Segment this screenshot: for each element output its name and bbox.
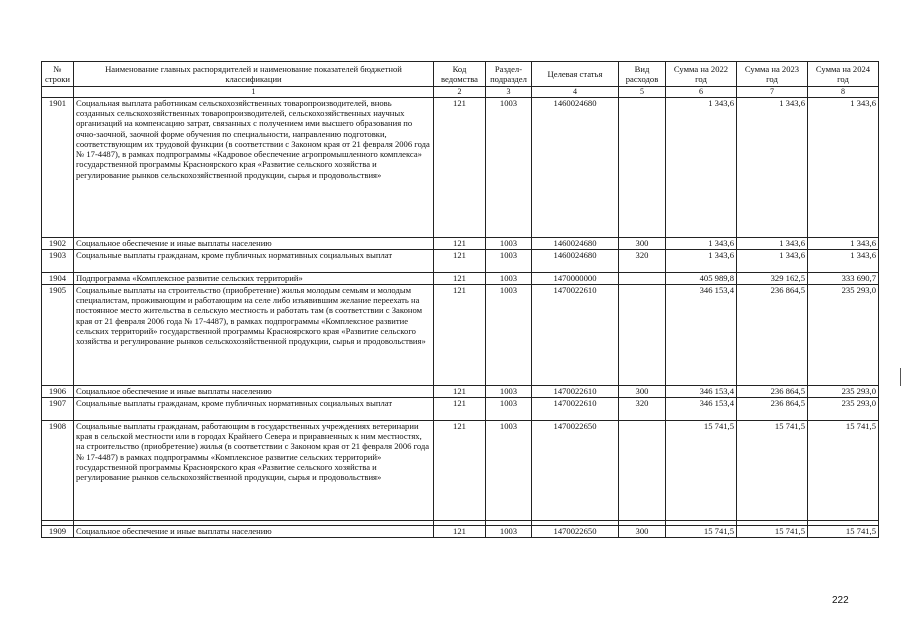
column-index: 8 (808, 87, 879, 98)
dept-code: 121 (434, 420, 486, 520)
column-index: 4 (532, 87, 619, 98)
sum-2022: 1 343,6 (666, 249, 737, 272)
target-article: 1460024680 (532, 249, 619, 272)
table-row (42, 525, 879, 537)
row-number: 1903 (42, 249, 74, 272)
expense-kind (619, 284, 666, 385)
section-code: 1003 (486, 420, 532, 520)
sum-2024: 235 293,0 (808, 284, 879, 385)
column-index: 7 (737, 87, 808, 98)
sum-2023: 236 864,5 (737, 284, 808, 385)
sum-2022: 1 343,6 (666, 237, 737, 249)
table-row (42, 249, 879, 272)
sum-2024: 333 690,7 (808, 272, 879, 284)
table-row (42, 385, 879, 397)
sum-2024: 15 741,5 (808, 420, 879, 520)
sum-2024: 1 343,6 (808, 97, 879, 237)
sum-2022: 346 153,4 (666, 385, 737, 397)
dept-code: 121 (434, 385, 486, 397)
row-name: Подпрограмма «Комплексное развитие сельских территорий» (74, 272, 434, 284)
section-code: 1003 (486, 272, 532, 284)
column-index: 1 (74, 87, 434, 98)
sum-2022: 405 989,8 (666, 272, 737, 284)
row-number: 1901 (42, 97, 74, 237)
sum-2022: 346 153,4 (666, 397, 737, 420)
sum-2024: 1 343,6 (808, 249, 879, 272)
header-expense-kind: Вид расходов (619, 62, 666, 87)
row-number: 1902 (42, 237, 74, 249)
sum-2023: 236 864,5 (737, 397, 808, 420)
scan-edge-mark (900, 368, 901, 386)
expense-kind: 300 (619, 237, 666, 249)
sum-2024: 235 293,0 (808, 397, 879, 420)
sum-2022: 15 741,5 (666, 420, 737, 520)
row-name: Социальная выплата работникам сельскохозяйственных товаропроизводителей, вновь созданных сельскохозяйственных товаропроизводителей, сельскохозяйственных научных организаций на компенсацию затрат, связанных с получением ими высшего образования по очно-заочной, заочной форме обучения по специальности, направлению подготовки, соответствующим их трудовой функции (в соответствии с Законом края от 21 февраля 2006 года № 17-4487), в рамках подпрограммы «Кадровое обеспечение агропромышленного комплекса» государственной программы Красноярского края «Развитие сельского хозяйства и регулирование рынков сельскохозяйственной продукции, сырья и продовольствия» (74, 97, 434, 237)
dept-code: 121 (434, 272, 486, 284)
header-section: Раздел-подраздел (486, 62, 532, 87)
row-name: Социальное обеспечение и иные выплаты населению (74, 525, 434, 537)
target-article: 1460024680 (532, 97, 619, 237)
expense-kind (619, 97, 666, 237)
target-article: 1470022610 (532, 284, 619, 385)
sum-2023: 329 162,5 (737, 272, 808, 284)
row-number: 1904 (42, 272, 74, 284)
table-row (42, 397, 879, 420)
budget-sheet (41, 61, 878, 538)
expense-kind: 300 (619, 385, 666, 397)
row-name: Социальные выплаты гражданам, кроме публичных нормативных социальных выплат (74, 249, 434, 272)
sum-2023: 1 343,6 (737, 97, 808, 237)
header-name: Наименование главных распорядителей и наименование показателей бюджетной классификации (74, 62, 434, 87)
page-number: 222 (832, 595, 849, 606)
expense-kind: 300 (619, 525, 666, 537)
sum-2024: 1 343,6 (808, 237, 879, 249)
table-row (42, 272, 879, 284)
header-sum-2022: Сумма на 2022 год (666, 62, 737, 87)
dept-code: 121 (434, 237, 486, 249)
row-number: 1908 (42, 420, 74, 520)
target-article: 1470022650 (532, 525, 619, 537)
sum-2022: 346 153,4 (666, 284, 737, 385)
expense-kind (619, 272, 666, 284)
dept-code: 121 (434, 284, 486, 385)
sum-2023: 15 741,5 (737, 420, 808, 520)
section-code: 1003 (486, 385, 532, 397)
header-row (42, 62, 879, 87)
column-index: 2 (434, 87, 486, 98)
row-name: Социальные выплаты гражданам, кроме публичных нормативных социальных выплат (74, 397, 434, 420)
column-index: 6 (666, 87, 737, 98)
sum-2024: 235 293,0 (808, 385, 879, 397)
section-code: 1003 (486, 237, 532, 249)
row-number: 1909 (42, 525, 74, 537)
row-name: Социальное обеспечение и иные выплаты населению (74, 237, 434, 249)
column-index: 5 (619, 87, 666, 98)
row-number: 1907 (42, 397, 74, 420)
column-index-blank (42, 87, 74, 98)
row-number: 1905 (42, 284, 74, 385)
budget-table (41, 61, 879, 538)
target-article: 1470022650 (532, 420, 619, 520)
section-code: 1003 (486, 284, 532, 385)
sum-2022: 15 741,5 (666, 525, 737, 537)
row-name: Социальное обеспечение и иные выплаты населению (74, 385, 434, 397)
header-sum-2023: Сумма на 2023 год (737, 62, 808, 87)
row-name: Социальные выплаты гражданам, работающим в государственных учреждениях ветеринарии края в сельской местности или в городах Крайнего Севера и приравненных к ним местностях, на строительство (приобретение) жилья (в соответствии с Законом края от 21 февраля 2006 года № 17-4487) в рамках подпрограммы «Комплексное развитие сельских территорий» государственной программы Красноярского края «Развитие сельского хозяйства и регулирование рынков сельскохозяйственной продукции, сырья и продовольствия» (74, 420, 434, 520)
header-dept-code: Код ведомства (434, 62, 486, 87)
dept-code: 121 (434, 525, 486, 537)
section-code: 1003 (486, 525, 532, 537)
target-article: 1470022610 (532, 397, 619, 420)
dept-code: 121 (434, 397, 486, 420)
header-row-number: № строки (42, 62, 74, 87)
sum-2024: 15 741,5 (808, 525, 879, 537)
section-code: 1003 (486, 397, 532, 420)
expense-kind (619, 420, 666, 520)
header-target-article: Целевая статья (532, 62, 619, 87)
section-code: 1003 (486, 97, 532, 237)
expense-kind: 320 (619, 249, 666, 272)
table-body (42, 97, 879, 537)
target-article: 1470000000 (532, 272, 619, 284)
table-row (42, 420, 879, 520)
target-article: 1470022610 (532, 385, 619, 397)
row-number: 1906 (42, 385, 74, 397)
column-index-row (42, 87, 879, 98)
table-row (42, 97, 879, 237)
sum-2023: 1 343,6 (737, 237, 808, 249)
sum-2022: 1 343,6 (666, 97, 737, 237)
section-code: 1003 (486, 249, 532, 272)
row-name: Социальные выплаты на строительство (приобретение) жилья молодым семьям и молодым специалистам, проживающим и работающим на селе либо изъявившим желание переехать на постоянное место жительства в сельскую местность и работать там (в соответствии с Законом края от 21 февраля 2006 года № 17-4487), в рамках подпрограммы «Комплексное развитие сельских территорий» государственной программы Красноярского края «Развитие сельского хозяйства и регулирование рынков сельскохозяйственной продукции, сырья и продовольствия» (74, 284, 434, 385)
target-article: 1460024680 (532, 237, 619, 249)
sum-2023: 236 864,5 (737, 385, 808, 397)
sum-2023: 15 741,5 (737, 525, 808, 537)
column-index: 3 (486, 87, 532, 98)
expense-kind: 320 (619, 397, 666, 420)
dept-code: 121 (434, 97, 486, 237)
dept-code: 121 (434, 249, 486, 272)
table-row (42, 284, 879, 385)
sum-2023: 1 343,6 (737, 249, 808, 272)
header-sum-2024: Сумма на 2024 год (808, 62, 879, 87)
table-row (42, 237, 879, 249)
